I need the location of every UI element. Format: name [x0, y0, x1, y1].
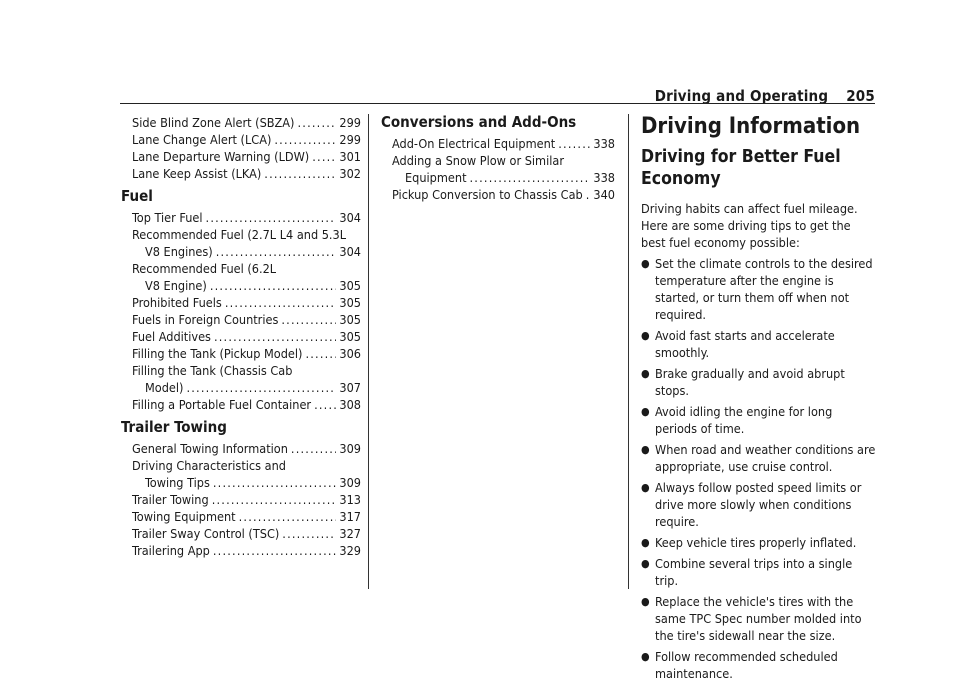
bullet-icon: ●	[641, 257, 650, 270]
toc-leader-dots	[274, 131, 336, 148]
toc-entry-title: Pickup Conversion to Chassis Cab	[392, 187, 583, 202]
toc-leader-dots	[297, 114, 336, 131]
bullet-icon: ●	[641, 329, 650, 342]
toc-entry-title: Lane Departure Warning (LDW)	[132, 149, 310, 164]
toc-section-conversions	[381, 112, 615, 203]
toc-entry-row	[132, 508, 361, 525]
toc-leader-dots	[214, 328, 336, 345]
toc-leader-dots	[312, 148, 336, 165]
toc-page-number: 307	[339, 380, 361, 395]
toc-entry-title: V8 Engine)	[145, 278, 207, 293]
toc-entry	[132, 226, 361, 260]
tip-item	[641, 365, 877, 399]
toc-entry	[132, 362, 361, 396]
toc-page-number: 308	[339, 397, 361, 412]
tip-item	[641, 534, 877, 551]
toc-leader-dots	[213, 542, 337, 559]
toc-entry-title: General Towing Information	[132, 441, 288, 456]
toc-entry	[132, 294, 361, 311]
toc-entry-row	[132, 294, 361, 311]
tip-item	[641, 403, 877, 437]
toc-leader-dots	[558, 135, 590, 152]
toc-entry	[132, 260, 361, 294]
toc-entry-row	[132, 440, 361, 457]
toc-entry-title: Equipment	[405, 170, 467, 185]
page-heading: Driving Information	[641, 114, 861, 139]
column-divider	[368, 114, 369, 589]
toc-entry-row	[392, 135, 615, 152]
content-column	[641, 114, 877, 686]
toc-page-number: 338	[593, 136, 615, 151]
toc-section-fuel	[121, 186, 361, 413]
toc-list-fuel	[121, 209, 361, 413]
tip-item	[641, 255, 877, 323]
toc-leader-dots	[206, 209, 337, 226]
toc-page-number: 305	[339, 295, 361, 310]
toc-page-number: 309	[339, 441, 361, 456]
toc-entry-title: Filling the Tank (Pickup Model)	[132, 346, 303, 361]
toc-entry-title: Trailering App	[132, 543, 210, 558]
toc-entry	[132, 328, 361, 345]
tip-item	[641, 648, 877, 682]
toc-leader-dots	[282, 525, 336, 542]
tip-item	[641, 441, 877, 475]
toc-section-title: Trailer Towing	[121, 418, 227, 436]
bullet-icon: ●	[641, 650, 650, 663]
toc-page-number: 299	[339, 132, 361, 147]
toc-column-left	[121, 114, 361, 559]
toc-page-number: 305	[339, 312, 361, 327]
toc-list-trailer-towing	[121, 440, 361, 559]
bullet-icon: ●	[641, 481, 650, 494]
toc-leader-dots	[213, 474, 337, 491]
toc-entry-row	[132, 148, 361, 165]
toc-leader-dots	[210, 277, 337, 294]
toc-entry	[132, 525, 361, 542]
header-section-title: Driving and Operating	[654, 87, 829, 105]
page-header	[120, 84, 875, 108]
tips-list	[641, 255, 877, 682]
toc-entry-title: Towing Tips	[145, 475, 210, 490]
bullet-icon: ●	[641, 405, 650, 418]
toc-entry-row	[132, 311, 361, 328]
toc-entry-title: Add-On Electrical Equipment	[392, 136, 556, 151]
toc-page-number: 305	[339, 278, 361, 293]
toc-entry	[132, 345, 361, 362]
toc-page-number: 313	[339, 492, 361, 507]
toc-leader-dots	[281, 311, 336, 328]
toc-entry-row	[132, 474, 361, 491]
toc-entry	[132, 165, 361, 182]
toc-page-number: 329	[339, 543, 361, 558]
tip-text: When road and weather conditions are appropriate, use cruise control.	[655, 442, 876, 474]
toc-entry-row	[132, 396, 361, 413]
toc-entry	[132, 131, 361, 148]
toc-entry-title: Lane Change Alert (LCA)	[132, 132, 272, 147]
tip-text: Always follow posted speed limits or drive more slowly when conditions require.	[655, 480, 862, 529]
toc-page-number: 327	[339, 526, 361, 541]
toc-entry-row	[132, 165, 361, 182]
toc-page-number: 304	[339, 210, 361, 225]
bullet-icon: ●	[641, 443, 650, 456]
toc-page-number: 317	[339, 509, 361, 524]
toc-entry	[132, 542, 361, 559]
tip-text: Brake gradually and avoid abrupt stops.	[655, 366, 845, 398]
toc-entry-row	[132, 345, 361, 362]
toc-leader-dots	[305, 345, 336, 362]
toc-entry-title: Adding a Snow Plow or Similar	[392, 153, 564, 168]
toc-page-number: 305	[339, 329, 361, 344]
intro-paragraph: Driving habits can affect fuel mileage. Here are some driving tips to get the best fuel economy possible:	[641, 201, 858, 250]
bullet-icon: ●	[641, 557, 650, 570]
toc-leader-dots	[291, 440, 336, 457]
toc-page-number: 309	[339, 475, 361, 490]
tip-item	[641, 327, 877, 361]
toc-entry-row	[392, 169, 615, 186]
toc-list-top	[121, 114, 361, 182]
toc-page-number: 302	[339, 166, 361, 181]
bullet-icon: ●	[641, 536, 650, 549]
toc-entry-row	[132, 243, 361, 260]
toc-leader-dots	[225, 294, 337, 311]
toc-section-title: Conversions and Add-Ons	[381, 113, 577, 131]
toc-leader-dots	[239, 508, 337, 525]
toc-section-trailer-towing	[121, 417, 361, 559]
toc-entry	[132, 396, 361, 413]
toc-entry-row	[132, 114, 361, 131]
toc-entry	[132, 114, 361, 131]
tip-item	[641, 555, 877, 589]
bullet-icon: ●	[641, 595, 650, 608]
toc-entry-row	[132, 277, 361, 294]
toc-entry-title: Trailer Sway Control (TSC)	[132, 526, 280, 541]
tip-text: Avoid idling the engine for long periods of time.	[655, 404, 833, 436]
toc-entry-title: Filling a Portable Fuel Container	[132, 397, 312, 412]
bullet-icon: ●	[641, 367, 650, 380]
tip-text: Combine several trips into a single trip.	[655, 556, 853, 588]
toc-entry-title: Top Tier Fuel	[132, 210, 203, 225]
toc-entry	[392, 135, 615, 152]
toc-entry	[132, 148, 361, 165]
toc-entry-title: Fuels in Foreign Countries	[132, 312, 279, 327]
toc-entry-title: Driving Characteristics and	[132, 458, 286, 473]
tip-item	[641, 479, 877, 530]
toc-page-number: 301	[339, 149, 361, 164]
header-rule	[120, 103, 875, 104]
toc-leader-dots	[264, 165, 336, 182]
toc-leader-dots	[314, 396, 336, 413]
header-page-number: 205	[846, 87, 875, 105]
toc-entry	[132, 508, 361, 525]
toc-entry-row	[132, 525, 361, 542]
toc-entry-row	[392, 186, 615, 203]
toc-leader-dots	[186, 379, 336, 396]
toc-entry-row	[132, 328, 361, 345]
toc-entry	[392, 152, 615, 186]
tip-text: Avoid fast starts and accelerate smoothly.	[655, 328, 835, 360]
column-divider	[628, 114, 629, 589]
toc-entry	[132, 440, 361, 457]
toc-entry-title: Lane Keep Assist (LKA)	[132, 166, 262, 181]
section-subheading: Driving for Better Fuel Economy	[641, 147, 841, 189]
toc-page-number: 338	[593, 170, 615, 185]
toc-entry-title: Fuel Additives	[132, 329, 211, 344]
toc-leader-dots	[586, 186, 591, 203]
toc-entry-title: Filling the Tank (Chassis Cab	[132, 363, 293, 378]
toc-list-conversions	[381, 135, 615, 203]
toc-leader-dots	[212, 491, 337, 508]
tip-text: Follow recommended scheduled maintenance.	[655, 649, 838, 681]
toc-page-number: 299	[339, 115, 361, 130]
toc-leader-dots	[470, 169, 591, 186]
toc-column-middle	[381, 114, 615, 203]
toc-entry-row	[132, 379, 361, 396]
toc-section-title: Fuel	[121, 187, 153, 205]
toc-entry	[132, 491, 361, 508]
toc-entry-title: Towing Equipment	[132, 509, 236, 524]
toc-entry-row	[132, 542, 361, 559]
toc-leader-dots	[216, 243, 337, 260]
tip-item	[641, 593, 877, 644]
toc-entry	[132, 209, 361, 226]
toc-entry-title: Recommended Fuel (6.2L	[132, 261, 277, 276]
toc-entry	[132, 457, 361, 491]
toc-entry-title: Recommended Fuel (2.7L L4 and 5.3L	[132, 227, 347, 242]
toc-entry	[392, 186, 615, 203]
toc-page-number: 340	[593, 187, 615, 202]
toc-entry	[132, 311, 361, 328]
toc-page-number: 304	[339, 244, 361, 259]
toc-entry-title: V8 Engines)	[145, 244, 213, 259]
toc-entry-title: Prohibited Fuels	[132, 295, 222, 310]
toc-entry-row	[132, 209, 361, 226]
toc-entry-title: Trailer Towing	[132, 492, 209, 507]
toc-entry-title: Side Blind Zone Alert (SBZA)	[132, 115, 295, 130]
toc-page-number: 306	[339, 346, 361, 361]
tip-text: Keep vehicle tires properly inflated.	[655, 535, 857, 550]
toc-entry-row	[132, 131, 361, 148]
toc-entry-title: Model)	[145, 380, 184, 395]
tip-text: Set the climate controls to the desired temperature after the engine is started, or turn them off when not required.	[655, 256, 873, 322]
tip-text: Replace the vehicle's tires with the same TPC Spec number molded into the tire's sidewall near the size.	[655, 594, 862, 643]
toc-entry-row	[132, 491, 361, 508]
